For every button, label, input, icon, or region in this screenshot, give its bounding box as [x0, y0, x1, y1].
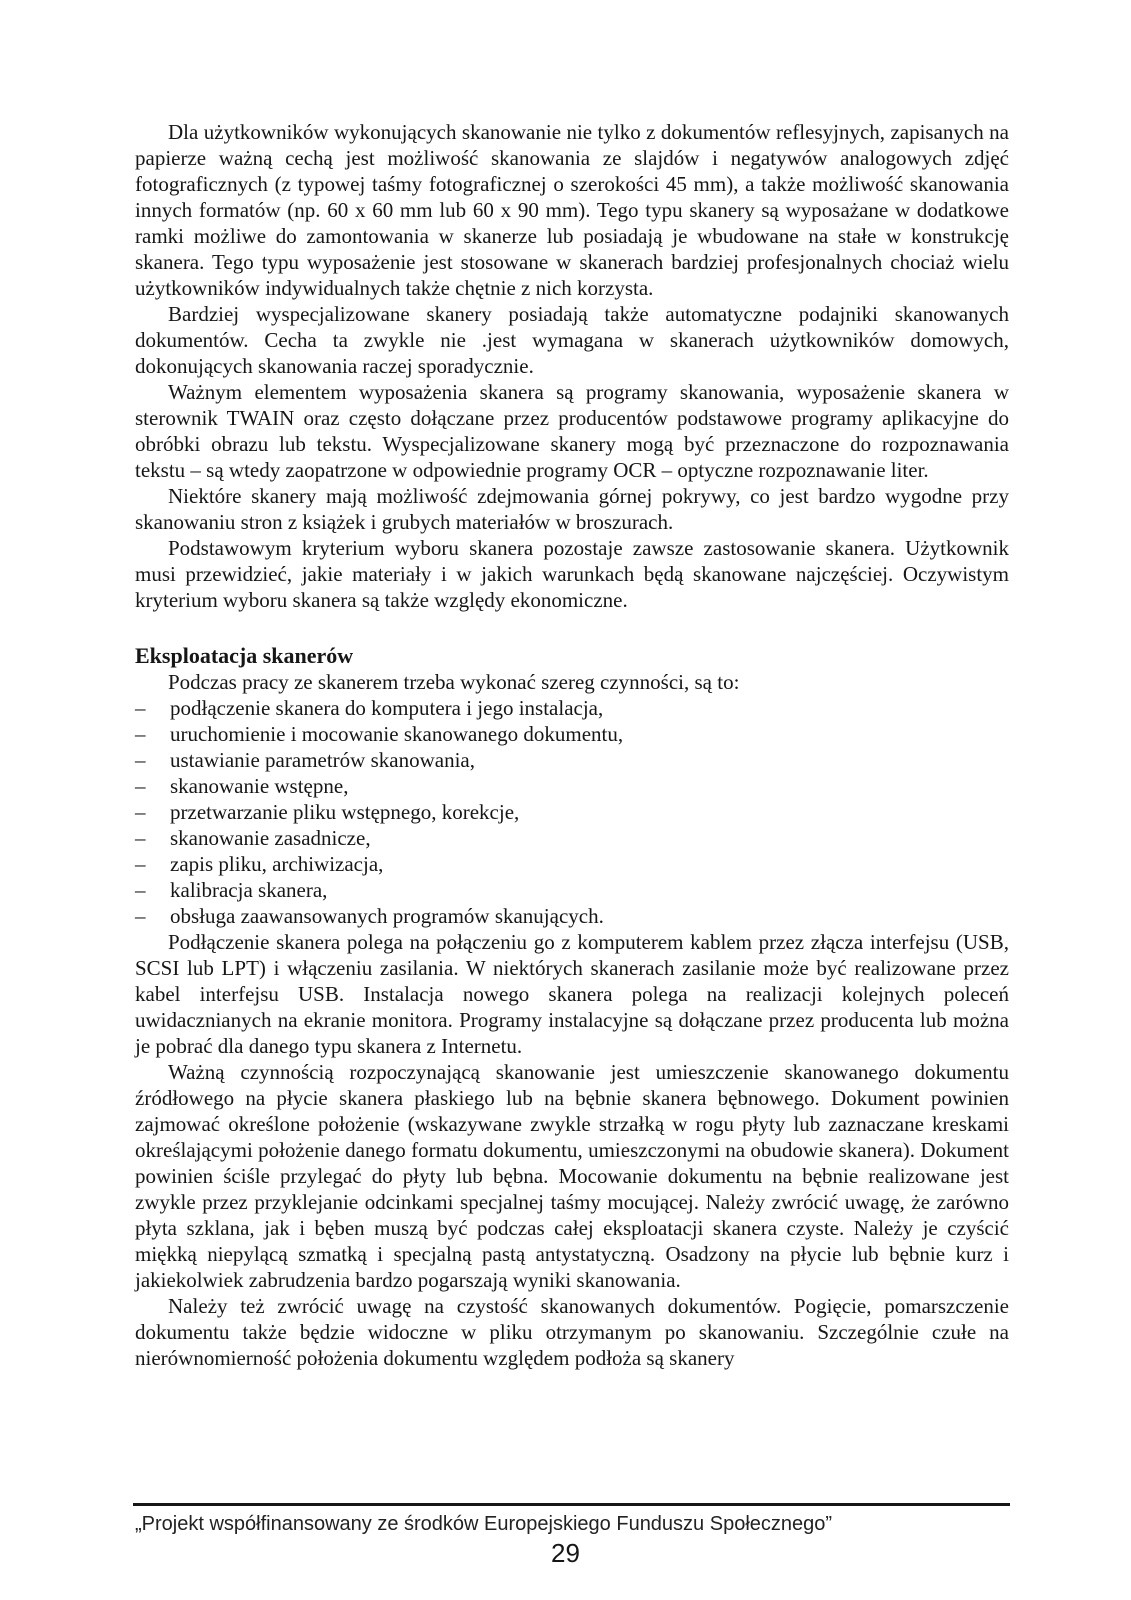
list-item — [135, 799, 1009, 825]
section-heading: Eksploatacja skanerów — [135, 643, 354, 668]
body-paragraph: Niektóre skanery mają możliwość zdejmowania górnej pokrywy, co jest bardzo wygodne przy skanowaniu stron z książek i grubych materiałów w broszurach. — [135, 484, 1009, 534]
dash-bullet: – — [135, 696, 146, 720]
list-item-text: skanowanie wstępne, — [170, 774, 349, 798]
footer-divider — [133, 1503, 1010, 1506]
list-intro: Podczas pracy ze skanerem trzeba wykonać szereg czynności, są to: — [168, 670, 740, 694]
list-item-text: kalibracja skanera, — [170, 878, 328, 902]
list-item — [135, 695, 1009, 721]
list-item-text: uruchomienie i mocowanie skanowanego dokumentu, — [170, 722, 624, 746]
list-item — [135, 903, 1009, 929]
list-item — [135, 721, 1009, 747]
body-paragraph: Ważną czynnością rozpoczynającą skanowanie jest umieszczenie skanowanego dokumentu źródłowego na płycie skanera płaskiego lub na bębnie skanera bębnowego. Dokument powinien zajmować określone położenie (wskazywane zwykle strzałką w rogu płyty lub zaznaczane kreskami określającymi położenie danego formatu dokumentu, umieszczonymi na obudowie skanera). Dokument powinien ściśle przylegać do płyty lub bębna. Mocowanie dokumentu na bębnie realizowane jest zwykle przez przyklejanie odcinkami specjalnej taśmy mocującej. Należy zwrócić uwagę, że zarówno płyta szklana, jak i bęben muszą być podczas całej eksploatacji skanera czyste. Należy je czyścić miękką niepylącą szmatką i specjalną pastą antystatyczną. Osadzony na płycie lub bębnie kurz i jakiekolwiek zabrudzenia bardzo pogarszają wyniki skanowania. — [135, 1060, 1009, 1292]
dash-bullet: – — [135, 774, 146, 798]
list-item-text: podłączenie skanera do komputera i jego instalacja, — [170, 696, 604, 720]
list-item-text: przetwarzanie pliku wstępnego, korekcje, — [170, 800, 520, 824]
footer-funding-note: „Projekt współfinansowany ze środków Europejskiego Funduszu Społecznego” — [135, 1513, 833, 1535]
body-paragraph: Bardziej wyspecjalizowane skanery posiadają także automatyczne podajniki skanowanych dokumentów. Cecha ta zwykle nie .jest wymagana w skanerach użytkowników domowych, dokonujących skanowania raczej sporadycznie. — [135, 302, 1009, 378]
body-paragraph: Podłączenie skanera polega na połączeniu go z komputerem kablem przez złącza interfejsu (USB, SCSI lub LPT) i włączeniu zasilania. W niektórych skanerach zasilanie może być realizowane przez kabel interfejsu USB. Instalacja nowego skanera polega na realizacji kolejnych poleceń uwidacznianych na ekranie monitora. Programy instalacyjne są dołączane przez producenta lub można je pobrać dla danego typu skanera z Internetu. — [135, 930, 1009, 1058]
dash-bullet: – — [135, 826, 146, 850]
page-number: 29 — [551, 1538, 580, 1568]
dash-bullet: – — [135, 722, 146, 746]
list-item — [135, 773, 1009, 799]
body-paragraph: Dla użytkowników wykonujących skanowanie nie tylko z dokumentów reflesyjnych, zapisanych na papierze ważną cechą jest możliwość skanowania ze slajdów i negatywów analogowych zdjęć fotograficznych (z typowej taśmy fotograficznej o szerokości 45 mm), a także możliwość skanowania innych formatów (np. 60 x 60 mm lub 60 x 90 mm). Tego typu skanery są wyposażane w dodatkowe ramki możliwe do zamontowania w skanerze lub posiadają je wbudowane na stałe w konstrukcję skanera. Tego typu wyposażenie jest stosowane w skanerach bardziej profesjonalnych chociaż wielu użytkowników indywidualnych także chętnie z nich korzysta. — [135, 120, 1009, 300]
dash-bullet: – — [135, 852, 146, 876]
dash-bullet: – — [135, 904, 146, 928]
list-item — [135, 747, 1009, 773]
dash-list — [135, 695, 1009, 929]
list-item-text: zapis pliku, archiwizacja, — [170, 852, 384, 876]
body-paragraph: Ważnym elementem wyposażenia skanera są programy skanowania, wyposażenie skanera w sterownik TWAIN oraz często dołączane przez producentów podstawowe programy aplikacyjne do obróbki obrazu lub tekstu. Wyspecjalizowane skanery mogą być przeznaczone do rozpoznawania tekstu – są wtedy zaopatrzone w odpowiednie programy OCR – optyczne rozpoznawanie liter. — [135, 380, 1009, 482]
list-item — [135, 851, 1009, 877]
dash-bullet: – — [135, 800, 146, 824]
list-item-text: ustawianie parametrów skanowania, — [170, 748, 475, 772]
list-item — [135, 825, 1009, 851]
body-paragraph: Należy też zwrócić uwagę na czystość skanowanych dokumentów. Pogięcie, pomarszczenie dokumentu także będzie widoczne w pliku otrzymanym po skanowaniu. Szczególnie czułe na nierównomierność położenia dokumentu względem podłoża są skanery — [135, 1294, 1009, 1370]
dash-bullet: – — [135, 878, 146, 902]
list-item-text: skanowanie zasadnicze, — [170, 826, 371, 850]
dash-bullet: – — [135, 748, 146, 772]
body-paragraph: Podstawowym kryterium wyboru skanera pozostaje zawsze zastosowanie skanera. Użytkownik musi przewidzieć, jakie materiały i w jakich warunkach będą skanowane najczęściej. Oczywistym kryterium wyboru skanera są także względy ekonomiczne. — [135, 536, 1009, 612]
document-body — [135, 119, 1009, 1371]
list-item-text: obsługa zaawansowanych programów skanujących. — [170, 904, 604, 928]
list-item — [135, 877, 1009, 903]
